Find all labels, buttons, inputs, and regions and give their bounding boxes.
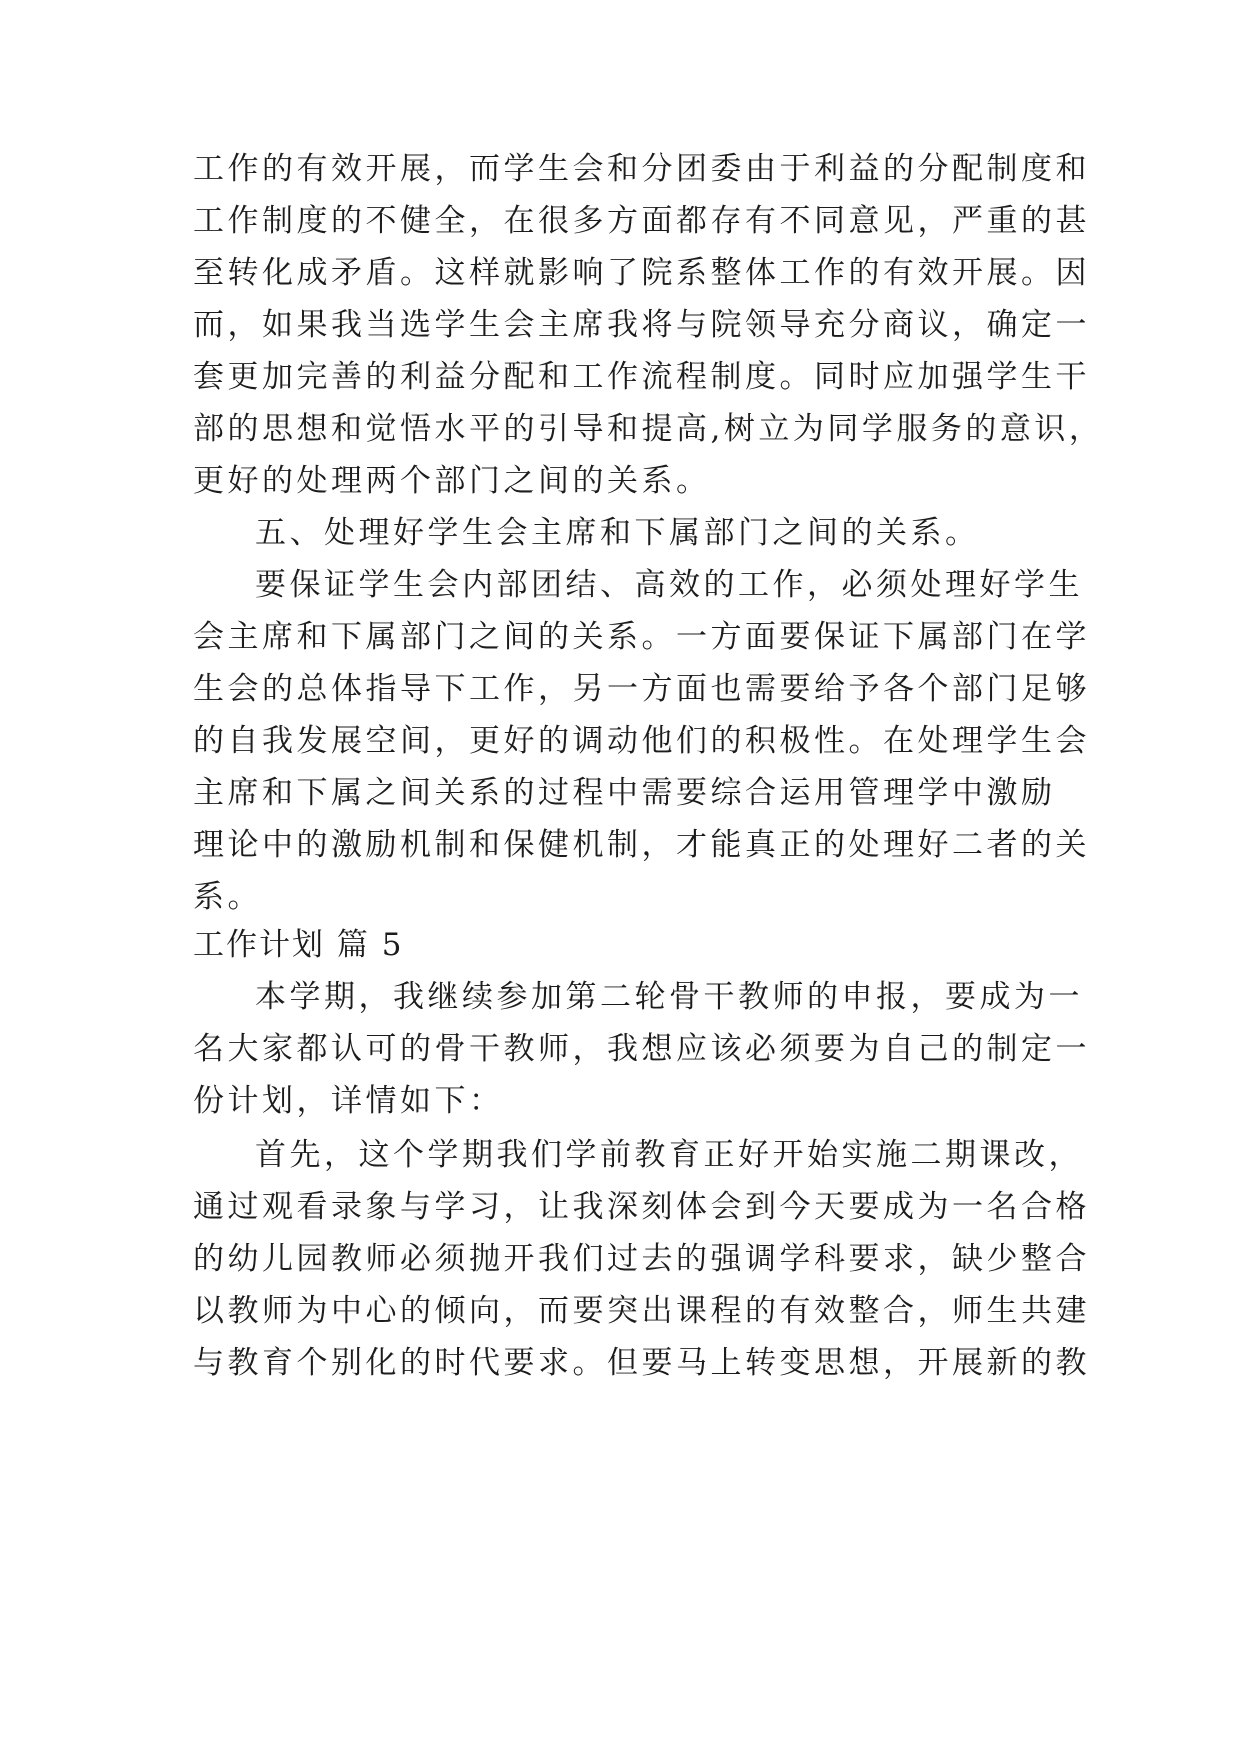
paragraph-line: 至转化成矛盾。这样就影响了院系整体工作的有效开展。因	[193, 255, 1090, 291]
paragraph-line: 会主席和下属部门之间的关系。一方面要保证下属部门在学	[193, 619, 1090, 655]
paragraph-line: 的幼儿园教师必须抛开我们过去的强调学科要求，缺少整合	[193, 1241, 1090, 1277]
plan-title: 工作计划 篇 5	[193, 927, 404, 963]
paragraph-line: 名大家都认可的骨干教师，我想应该必须要为自己的制定一	[193, 1031, 1090, 1067]
paragraph-line: 工作的有效开展，而学生会和分团委由于利益的分配制度和	[193, 151, 1090, 187]
paragraph-line: 要保证学生会内部团结、高效的工作，必须处理好学生	[255, 567, 1083, 603]
paragraph-line: 理论中的激励机制和保健机制，才能真正的处理好二者的关	[193, 827, 1090, 863]
paragraph-line: 部的思想和觉悟水平的引导和提高,树立为同学服务的意识，	[193, 411, 1104, 447]
section-heading: 五、处理好学生会主席和下属部门之间的关系。	[255, 515, 980, 551]
paragraph-line: 主席和下属之间关系的过程中需要综合运用管理学中激励	[193, 775, 1056, 811]
paragraph-line: 通过观看录象与学习，让我深刻体会到今天要成为一名合格	[193, 1189, 1090, 1225]
paragraph-line: 的自我发展空间，更好的调动他们的积极性。在处理学生会	[193, 723, 1090, 759]
paragraph-line: 首先，这个学期我们学前教育正好开始实施二期课改，	[255, 1137, 1083, 1173]
paragraph-line: 系。	[193, 879, 262, 915]
paragraph-line: 本学期，我继续参加第二轮骨干教师的申报，要成为一	[255, 979, 1083, 1015]
paragraph-line: 套更加完善的利益分配和工作流程制度。同时应加强学生干	[193, 359, 1090, 395]
paragraph-line: 工作制度的不健全，在很多方面都存有不同意见，严重的甚	[193, 203, 1090, 239]
paragraph-line: 与教育个别化的时代要求。但要马上转变思想，开展新的教	[193, 1345, 1090, 1381]
paragraph-line: 而，如果我当选学生会主席我将与院领导充分商议，确定一	[193, 307, 1090, 343]
paragraph-line: 更好的处理两个部门之间的关系。	[193, 463, 711, 499]
paragraph-line: 以教师为中心的倾向，而要突出课程的有效整合，师生共建	[193, 1293, 1090, 1329]
paragraph-line: 生会的总体指导下工作，另一方面也需要给予各个部门足够	[193, 671, 1090, 707]
paragraph-line: 份计划，详情如下：	[193, 1083, 504, 1119]
